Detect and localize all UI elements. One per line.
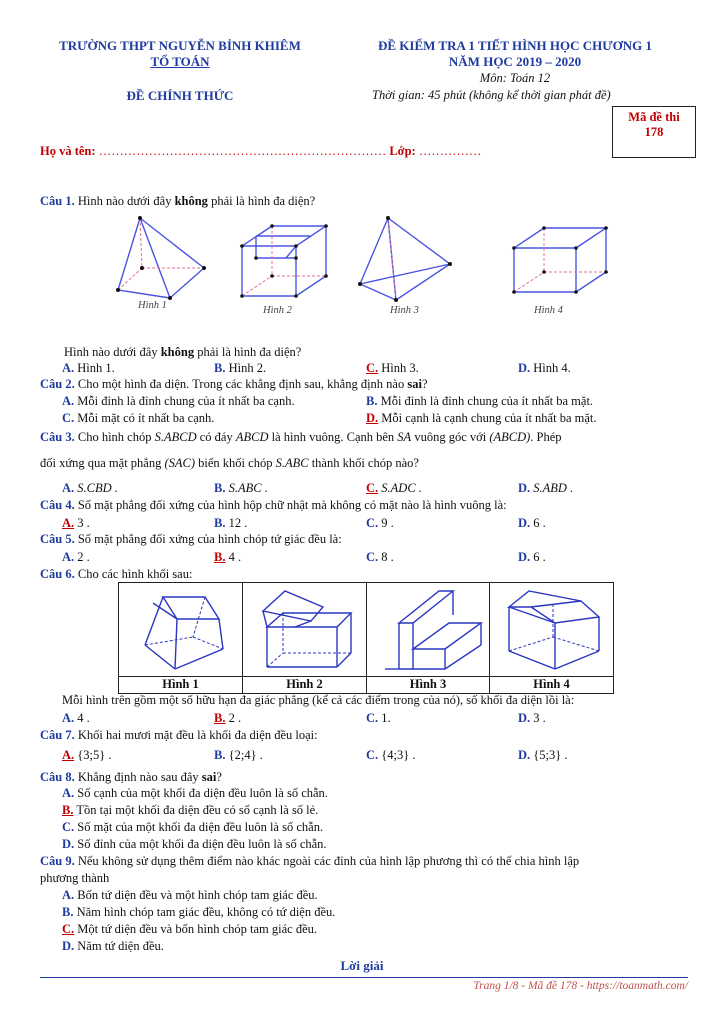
answer-option-correct[interactable] bbox=[62, 803, 318, 818]
option-text: {3;5} . bbox=[77, 748, 112, 762]
name-field[interactable]: …………………………………………………………… bbox=[98, 144, 387, 158]
exam-time: Thời gian: 45 phút (không kể thời gian phát đề) bbox=[372, 88, 611, 102]
question-6 bbox=[40, 567, 192, 582]
q1-figure-3 bbox=[350, 210, 460, 310]
q1-figure-4 bbox=[506, 220, 616, 300]
option-letter: B. bbox=[214, 516, 226, 530]
option-text: S.ABD . bbox=[533, 481, 574, 495]
question-3-cont bbox=[40, 456, 419, 471]
option-text: 2 . bbox=[228, 711, 242, 725]
option-letter: A. bbox=[62, 481, 75, 495]
option-letter: D. bbox=[518, 481, 531, 495]
question-number: Câu 1. bbox=[40, 194, 75, 208]
math: (SAC) bbox=[164, 456, 196, 470]
option-text: 4 . bbox=[77, 711, 90, 725]
option-letter: D. bbox=[62, 939, 75, 953]
option-letter: D. bbox=[518, 748, 531, 762]
answer-option[interactable] bbox=[62, 888, 318, 903]
option-letter: D. bbox=[62, 837, 75, 851]
q6-figure-2 bbox=[255, 587, 359, 673]
option-text: Tồn tại một khối đa diện đều có số cạnh là số lẻ. bbox=[76, 803, 319, 817]
question-text: thành khối chóp nào? bbox=[311, 456, 419, 470]
option-letter: C. bbox=[366, 711, 379, 725]
answer-option[interactable] bbox=[62, 361, 115, 376]
option-letter: B. bbox=[214, 481, 226, 495]
answer-option[interactable] bbox=[518, 550, 546, 565]
question-4 bbox=[40, 498, 507, 513]
option-text: Năm hình chóp tam giác đều, không có tứ diện đều. bbox=[76, 905, 336, 919]
question-text: Khối hai mươi mặt đều là khối đa diện đều loại: bbox=[77, 728, 318, 742]
question-2 bbox=[40, 377, 428, 392]
option-letter: B. bbox=[214, 748, 226, 762]
answer-option-correct[interactable] bbox=[366, 361, 419, 376]
option-letter: B. bbox=[214, 361, 226, 375]
answer-option[interactable] bbox=[62, 820, 323, 835]
answer-option[interactable] bbox=[62, 939, 164, 954]
figure-caption: Hình 1 bbox=[138, 300, 167, 311]
option-letter: A. bbox=[62, 888, 75, 902]
option-text: {5;3} . bbox=[533, 748, 568, 762]
math: ABCD bbox=[235, 430, 269, 444]
question-text: ? bbox=[421, 377, 428, 391]
answer-option[interactable] bbox=[62, 786, 328, 801]
q6-figure-table bbox=[118, 582, 614, 694]
option-letter: D. bbox=[518, 361, 531, 375]
option-letter: A. bbox=[62, 361, 75, 375]
option-text: Hình 3. bbox=[381, 361, 419, 375]
figure-caption: Hình 1 bbox=[162, 677, 199, 691]
question-text: là hình vuông. Cạnh bên bbox=[271, 430, 395, 444]
option-letter: B. bbox=[366, 394, 378, 408]
answer-option[interactable] bbox=[518, 711, 546, 726]
question-text: phải là hình đa diện? bbox=[197, 345, 302, 359]
option-text: 9 . bbox=[381, 516, 394, 530]
figure-caption: Hình 3 bbox=[409, 677, 447, 691]
answer-option-correct[interactable] bbox=[214, 550, 241, 565]
option-text: 2 . bbox=[77, 550, 90, 564]
math: SA bbox=[397, 430, 412, 444]
question-number: Câu 2. bbox=[40, 377, 75, 391]
exam-title: ĐỀ KIỂM TRA 1 TIẾT HÌNH HỌC CHƯƠNG 1 bbox=[377, 38, 652, 53]
option-text: 3 . bbox=[533, 711, 546, 725]
question-number: Câu 5. bbox=[40, 532, 75, 546]
question-text: Cho một hình đa diện. Trong các khẳng định sau, khẳng định nào bbox=[77, 377, 405, 391]
question-number: Câu 4. bbox=[40, 498, 75, 512]
figure-caption: Hình 2 bbox=[286, 677, 323, 691]
option-text: Mỗi mặt có ít nhất ba cạnh. bbox=[77, 411, 215, 425]
question-text: phương thành bbox=[40, 871, 110, 885]
option-letter: C. bbox=[366, 516, 379, 530]
exam-code-label: Mã đề thi bbox=[628, 110, 680, 124]
answer-option[interactable] bbox=[366, 711, 391, 726]
figure-caption: Hình 4 bbox=[534, 305, 563, 316]
answer-option-correct[interactable] bbox=[62, 922, 317, 937]
emphasis: không bbox=[160, 345, 195, 359]
option-letter: C. bbox=[62, 820, 75, 834]
math: S.ABC bbox=[275, 456, 309, 470]
option-letter: C. bbox=[366, 361, 379, 375]
question-number: Câu 9. bbox=[40, 854, 75, 868]
school-name: TRƯỜNG THPT NGUYỄN BỈNH KHIÊM bbox=[59, 38, 301, 53]
option-text: 8 . bbox=[381, 550, 394, 564]
answer-option[interactable] bbox=[62, 481, 118, 496]
answer-option[interactable] bbox=[62, 711, 90, 726]
option-letter: C. bbox=[366, 748, 379, 762]
class-label: Lớp: bbox=[389, 144, 416, 158]
option-text: 3 . bbox=[77, 516, 90, 530]
figure-caption: Hình 3 bbox=[390, 305, 419, 316]
question-number: Câu 3. bbox=[40, 430, 75, 444]
q6-figure-4 bbox=[499, 587, 605, 673]
option-text: S.ADC . bbox=[381, 481, 422, 495]
answer-option[interactable] bbox=[62, 550, 90, 565]
question-text: đối xứng qua mặt phẳng bbox=[40, 456, 162, 470]
answer-option[interactable] bbox=[214, 361, 266, 376]
student-info-line bbox=[40, 144, 481, 159]
option-letter: B. bbox=[214, 550, 226, 564]
answer-option[interactable] bbox=[518, 516, 546, 531]
answer-option[interactable] bbox=[518, 361, 571, 376]
option-letter: D. bbox=[518, 516, 531, 530]
option-text: Mỗi đỉnh là đỉnh chung của ít nhất ba mặt. bbox=[380, 394, 594, 408]
answer-option[interactable] bbox=[214, 748, 263, 763]
option-letter: A. bbox=[62, 550, 75, 564]
question-text: biến khối chóp bbox=[198, 456, 273, 470]
answer-option[interactable] bbox=[518, 748, 568, 763]
question-number: Câu 7. bbox=[40, 728, 75, 742]
department: TỔ TOÁN bbox=[150, 54, 210, 69]
question-7 bbox=[40, 728, 318, 743]
option-text: Hình 1. bbox=[77, 361, 115, 375]
answer-option[interactable] bbox=[214, 481, 268, 496]
answer-option[interactable] bbox=[214, 516, 247, 531]
question-text: có đáy bbox=[199, 430, 233, 444]
answer-option-correct[interactable] bbox=[366, 411, 597, 426]
option-text: S.CBD . bbox=[77, 481, 118, 495]
question-text: Số mặt phẳng đối xứng của hình hộp chữ nhật mà không có mặt nào là hình vuông là: bbox=[77, 498, 507, 512]
option-letter: C. bbox=[62, 411, 75, 425]
question-8 bbox=[40, 770, 222, 785]
option-text: 1. bbox=[381, 711, 391, 725]
answer-option[interactable] bbox=[62, 394, 295, 409]
option-text: Số đỉnh của một khối đa diện đều luôn là số chẵn. bbox=[77, 837, 327, 851]
official-label: ĐỀ CHÍNH THỨC bbox=[126, 88, 234, 103]
option-text: Hình 2. bbox=[228, 361, 267, 375]
answer-option-correct[interactable] bbox=[62, 516, 90, 531]
question-text: vuông góc với bbox=[414, 430, 487, 444]
subject: Môn: Toán 12 bbox=[479, 71, 551, 85]
option-letter: A. bbox=[62, 516, 75, 530]
option-text: S.ABC . bbox=[228, 481, 268, 495]
question-6-sub bbox=[62, 693, 574, 708]
answer-option[interactable] bbox=[366, 516, 394, 531]
answer-option[interactable] bbox=[366, 550, 394, 565]
footer-rule bbox=[40, 977, 688, 978]
question-3 bbox=[40, 430, 562, 445]
option-letter: C. bbox=[366, 481, 379, 495]
emphasis: sai bbox=[201, 770, 217, 784]
option-text: 6 . bbox=[533, 550, 546, 564]
option-letter: D. bbox=[518, 711, 531, 725]
option-letter: A. bbox=[62, 786, 75, 800]
option-letter: A. bbox=[62, 748, 75, 762]
option-text: Số mặt của một khối đa diện đều luôn là số chẵn. bbox=[77, 820, 324, 834]
q1-figure-2 bbox=[236, 218, 336, 308]
answer-option[interactable] bbox=[518, 481, 573, 496]
option-text: Một tứ diện đều và bốn hình chóp tam giác đều. bbox=[77, 922, 317, 936]
answer-option-correct[interactable] bbox=[62, 748, 112, 763]
option-text: 4 . bbox=[228, 550, 242, 564]
question-1 bbox=[40, 194, 315, 209]
footer: Trang 1/8 - Mã đề 178 - https://toanmath.com/ bbox=[473, 980, 688, 992]
answer-option[interactable] bbox=[366, 748, 416, 763]
exam-code-box bbox=[612, 106, 696, 158]
option-letter: B. bbox=[214, 711, 226, 725]
question-number: Câu 8. bbox=[40, 770, 75, 784]
exam-code: 178 bbox=[644, 125, 664, 139]
question-5 bbox=[40, 532, 342, 547]
q6-figure-1 bbox=[137, 589, 229, 673]
question-text: ? bbox=[216, 770, 222, 784]
option-text: Mỗi đỉnh là đỉnh chung của ít nhất ba cạnh. bbox=[77, 394, 295, 408]
question-text: Khẳng định nào sau đây bbox=[77, 770, 199, 784]
option-text: Số cạnh của một khối đa diện đều luôn là số chẵn. bbox=[77, 786, 328, 800]
option-text: 12 . bbox=[228, 516, 248, 530]
figure-caption: Hình 4 bbox=[533, 677, 570, 691]
option-letter: D. bbox=[366, 411, 379, 425]
option-text: Mỗi cạnh là cạnh chung của ít nhất ba mặt. bbox=[381, 411, 597, 425]
option-letter: D. bbox=[518, 550, 531, 564]
name-label: Họ và tên: bbox=[40, 144, 96, 158]
question-9 bbox=[40, 854, 579, 869]
option-letter: B. bbox=[62, 803, 74, 817]
answer-option[interactable] bbox=[62, 411, 214, 426]
option-letter: A. bbox=[62, 394, 75, 408]
answer-option[interactable] bbox=[366, 394, 593, 409]
option-text: Năm tứ diện đều. bbox=[77, 939, 164, 953]
math: (ABCD) bbox=[489, 430, 531, 444]
option-text: {4;3} . bbox=[381, 748, 416, 762]
question-text: Cho hình chóp bbox=[77, 430, 152, 444]
question-9-cont bbox=[40, 871, 109, 886]
question-text: . Phép bbox=[530, 430, 562, 444]
option-text: {2;4} . bbox=[228, 748, 263, 762]
q1-figure-1 bbox=[110, 210, 220, 310]
question-text: Cho các hình khối sau: bbox=[77, 567, 193, 581]
class-field[interactable]: …………… bbox=[418, 144, 482, 158]
option-letter: C. bbox=[62, 922, 75, 936]
answer-option[interactable] bbox=[62, 905, 335, 920]
school-year: NĂM HỌC 2019 – 2020 bbox=[448, 54, 582, 69]
emphasis: không bbox=[174, 194, 208, 208]
option-letter: C. bbox=[366, 550, 379, 564]
question-1-repeat bbox=[64, 345, 301, 360]
option-text: Bốn tứ diện đều và một hình chóp tam giác đều. bbox=[77, 888, 318, 902]
question-text: phải là hình đa diện? bbox=[211, 194, 316, 208]
option-letter: B. bbox=[62, 905, 74, 919]
question-text: Mỗi hình trên gồm một số hữu hạn đa giác phẳng (kể cả các điểm trong của nó), số khối đa diện lồi là: bbox=[62, 693, 575, 707]
option-text: 6 . bbox=[533, 516, 546, 530]
emphasis: sai bbox=[407, 377, 422, 391]
solution-title: Lời giải bbox=[340, 958, 384, 973]
question-number: Câu 6. bbox=[40, 567, 75, 581]
answer-option-correct[interactable] bbox=[366, 481, 422, 496]
answer-option-correct[interactable] bbox=[214, 711, 241, 726]
q6-figure-3 bbox=[377, 587, 485, 673]
answer-option[interactable] bbox=[62, 837, 327, 852]
option-text: Hình 4. bbox=[533, 361, 571, 375]
question-text: Hình nào dưới đây bbox=[64, 345, 158, 359]
question-text: Số mặt phẳng đối xứng của hình chóp tứ giác đều là: bbox=[77, 532, 342, 546]
math: S.ABCD bbox=[154, 430, 197, 444]
question-text: Hình nào dưới đây bbox=[77, 194, 172, 208]
option-letter: A. bbox=[62, 711, 75, 725]
figure-caption: Hình 2 bbox=[263, 305, 292, 316]
question-text: Nếu không sử dụng thêm điểm nào khác ngoài các đỉnh của hình lập phương thì có thể chia hình lập bbox=[77, 854, 580, 868]
